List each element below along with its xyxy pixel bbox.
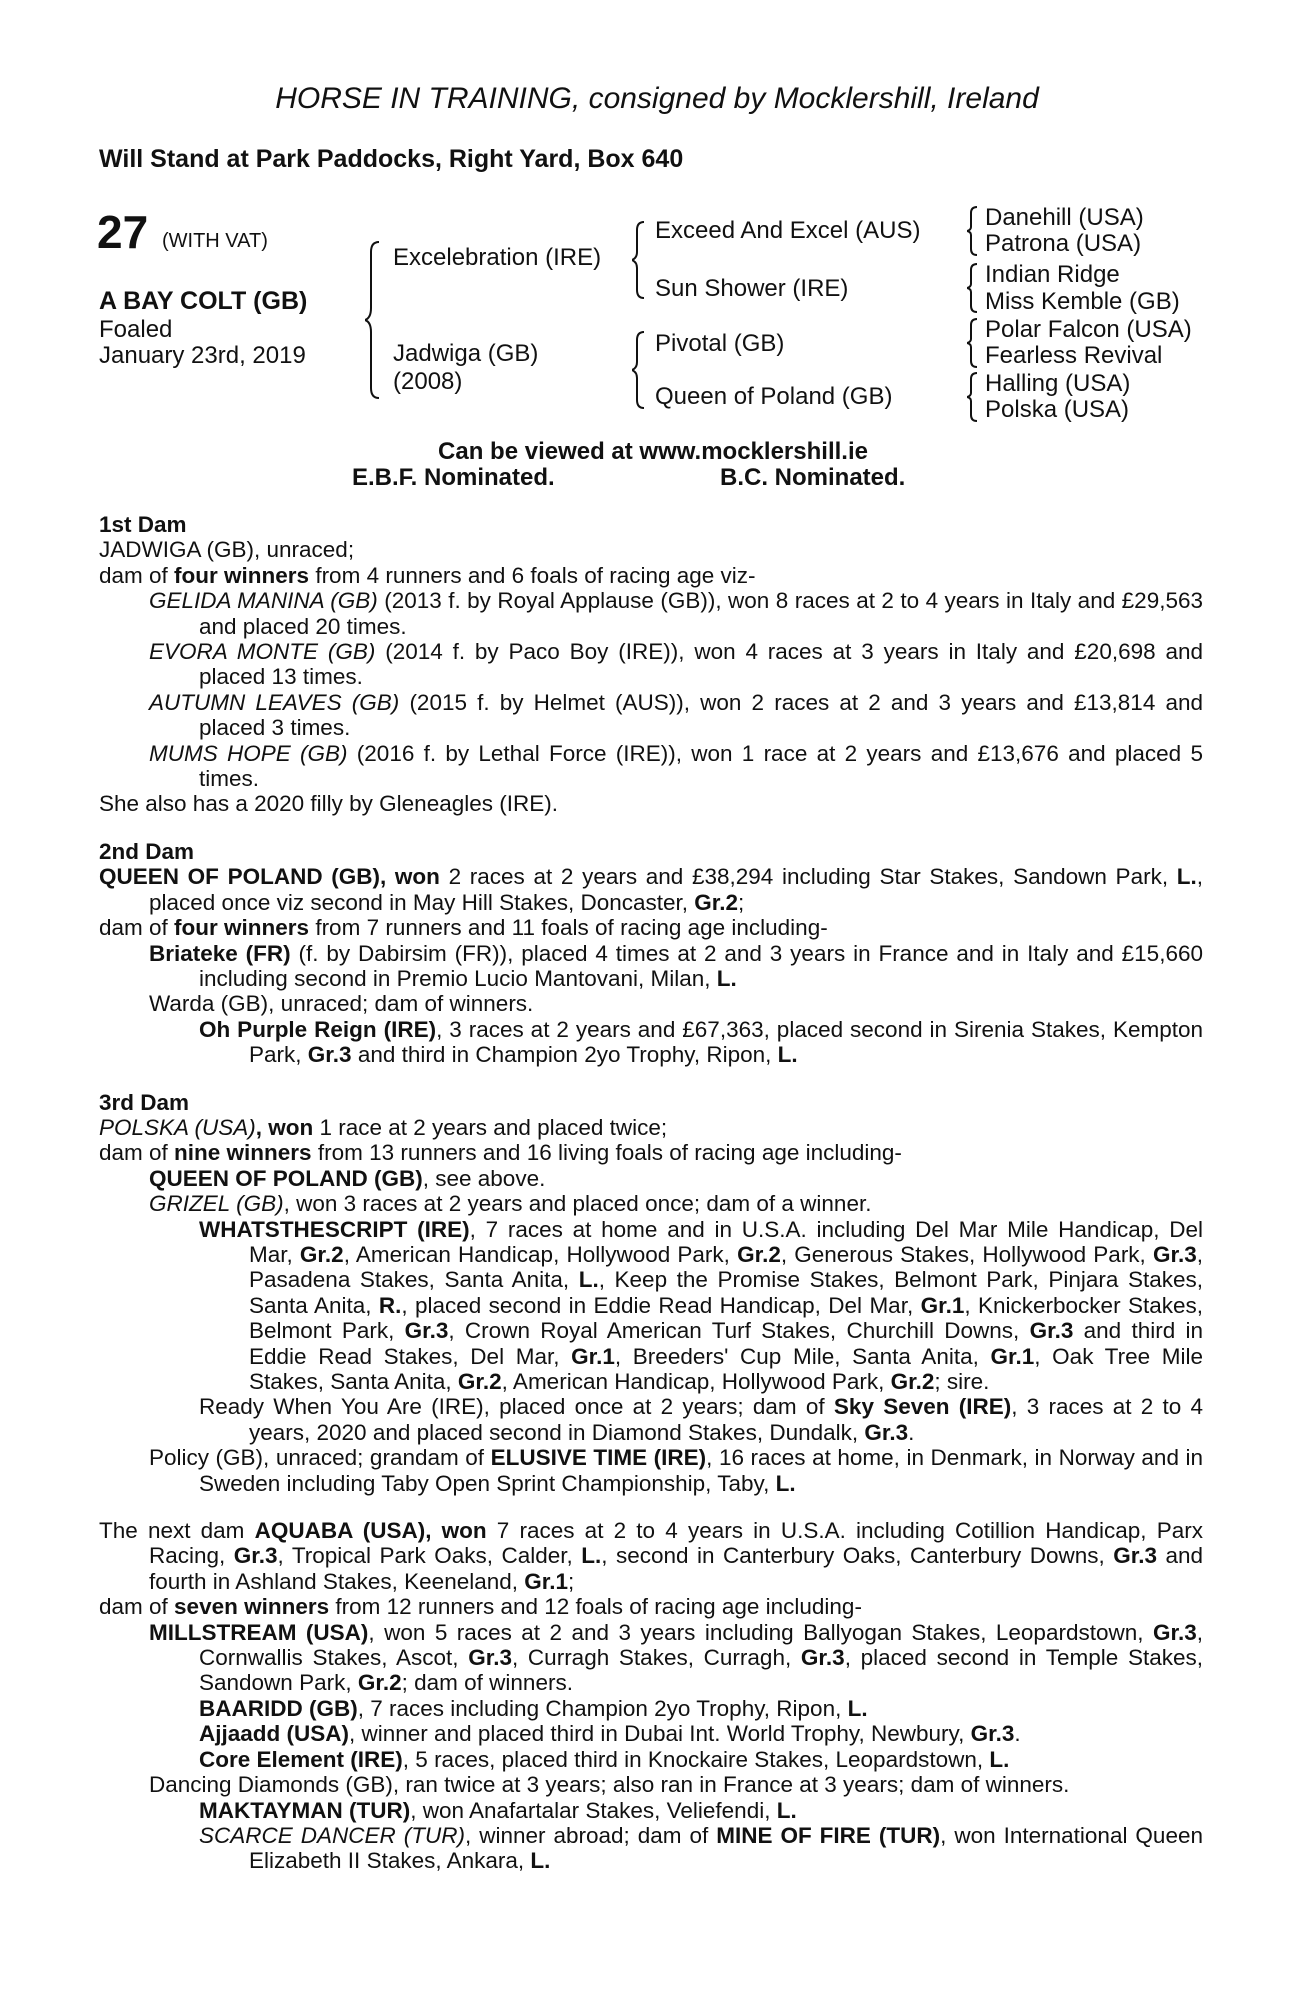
horse-description: A BAY COLT (GB) — [99, 287, 308, 315]
pedigree-brace-dd — [967, 371, 981, 423]
pedigree-ss-dam: Patrona (USA) — [985, 230, 1142, 257]
progeny-entry: MILLSTREAM (USA), won 5 races at 2 and 3 years including Ballyogan Stakes, Leopardstown, Gr.3, Cornwallis Stakes, Ascot, Gr.3, Curragh Stakes, Curragh, Gr.3, placed second in Temple Stakes, Sandown Park, Gr.2; dam of winners. — [149, 1619, 1203, 1696]
first-dam-produce: dam of four winners from 4 runners and 6 foals of racing age viz- — [99, 562, 756, 588]
pedigree-brace-main — [365, 240, 385, 400]
progeny-entry: Oh Purple Reign (IRE), 3 races at 2 years and £67,363, placed second in Sirenia Stakes, Kempton Park, Gr.3 and third in Champion 2yo Trophy, Ripon, L. — [199, 1016, 1203, 1068]
pedigree-ds-dam: Fearless Revival — [985, 342, 1163, 369]
progeny-entry: Dancing Diamonds (GB), ran twice at 3 years; also ran in France at 3 years; dam of winners. — [149, 1772, 1070, 1798]
pedigree-dd-sire: Halling (USA) — [985, 370, 1131, 397]
progeny-entry: Ready When You Are (IRE), placed once at 2 years; dam of Sky Seven (IRE), 3 races at 2 to 4 years, 2020 and placed second in Diamond Stakes, Dundalk, Gr.3. — [199, 1394, 1203, 1445]
third-dam-heading: 3rd Dam — [99, 1089, 190, 1115]
bc-nominated: B.C. Nominated. — [720, 464, 906, 491]
pedigree-dam-year: (2008) — [393, 368, 463, 395]
pedigree-dd-dam: Polska (USA) — [985, 396, 1130, 423]
pedigree-brace-sire — [632, 220, 648, 300]
progeny-entry: Briateke (FR) (f. by Dabirsim (FR)), placed 4 times at 2 and 3 years in France and in Italy and £15,660 including second in Premio Lucio Mantovani, Milan, L. — [149, 940, 1203, 991]
progeny-entry: Warda (GB), unraced; dam of winners. — [149, 991, 534, 1017]
progeny-entry: EVORA MONTE (GB) (2014 f. by Paco Boy (IRE)), won 4 races at 3 years in Italy and £20,698 and placed 13 times. — [149, 639, 1203, 690]
ebf-nominated: E.B.F. Nominated. — [352, 464, 555, 491]
pedigree-sd-dam: Miss Kemble (GB) — [985, 288, 1180, 315]
first-dam-also: She also has a 2020 filly by Gleneagles (IRE). — [99, 791, 558, 817]
progeny-entry: QUEEN OF POLAND (GB), see above. — [149, 1165, 546, 1191]
dam-details — [99, 512, 1203, 1874]
second-dam-record: QUEEN OF POLAND (GB), won 2 races at 2 years and £38,294 including Star Stakes, Sandown Park, L., placed once viz second in May Hill Stakes, Doncaster, Gr.2; — [99, 864, 1204, 915]
progeny-entry: Policy (GB), unraced; grandam of ELUSIVE TIME (IRE), 16 races at home, in Denmark, in Norway and in Sweden including Taby Open Sprint Championship, Taby, L. — [149, 1445, 1203, 1496]
third-dam-record: POLSKA (USA), won 1 race at 2 years and placed twice; — [99, 1114, 668, 1140]
pedigree-sire: Excelebration (IRE) — [393, 244, 602, 271]
next-dam-produce: dam of seven winners from 12 runners and 12 foals of racing age including- — [99, 1594, 862, 1620]
progeny-entry: GRIZEL (GB), won 3 races at 2 years and placed once; dam of a winner. — [149, 1191, 872, 1217]
second-dam-produce: dam of four winners from 7 runners and 11 foals of racing age including- — [99, 915, 828, 941]
foaled-label: Foaled — [99, 316, 173, 343]
progeny-entry: WHATSTHESCRIPT (IRE), 7 races at home and in U.S.A. including Del Mar Mile Handicap, Del Mar, Gr.2, American Handicap, Hollywood Park, Gr.2, Generous Stakes, Hollywood Park, Gr.3, Pasadena Stakes, Santa Anita, L., Keep the Promise Stakes, Belmont Park, Pinjara Stakes, Santa Anita, R., placed second in Eddie Read Handicap, Del Mar, Gr.1, Knickerbocker Stakes, Belmont Park, Gr.3, Crown Royal American Turf Stakes, Churchill Downs, Gr.3 and third in Eddie Read Stakes, Del Mar, Gr.1, Breeders' Cup Mile, Santa Anita, Gr.1, Oak Tree Mile Stakes, Santa Anita, Gr.2, American Handicap, Hollywood Park, Gr.2; sire. — [199, 1216, 1204, 1394]
progeny-entry: BAARIDD (GB), 7 races including Champion 2yo Trophy, Ripon, L. — [199, 1695, 868, 1721]
pedigree-brace-sd — [967, 262, 981, 314]
progeny-entry: MAKTAYMAN (TUR), won Anafartalar Stakes, Veliefendi, L. — [199, 1797, 797, 1823]
pedigree-dam-dam: Queen of Poland (GB) — [655, 383, 893, 410]
progeny-entry: GELIDA MANINA (GB) (2013 f. by Royal Applause (GB)), won 8 races at 2 to 4 years in Italy and £29,563 and placed 20 times. — [149, 588, 1203, 639]
pedigree-sire-sire: Exceed And Excel (AUS) — [655, 217, 921, 244]
first-dam-heading: 1st Dam — [99, 512, 187, 537]
progeny-entry: Ajjaadd (USA), winner and placed third in Dubai Int. World Trophy, Newbury, Gr.3. — [199, 1721, 1021, 1747]
next-dam-record: The next dam AQUABA (USA), won 7 races at 2 to 4 years in U.S.A. including Cotillion Handicap, Parx Racing, Gr.3, Tropical Park Oaks, Calder, L., second in Canterbury Oaks, Canterbury Downs, Gr.3 and fourth in Ashland Stakes, Keeneland, Gr.1; — [99, 1518, 1203, 1594]
pedigree-sire-dam: Sun Shower (IRE) — [655, 275, 849, 302]
pedigree-dam: Jadwiga (GB) — [393, 340, 539, 367]
pedigree-brace-dam — [632, 330, 648, 410]
progeny-entry: Core Element (IRE), 5 races, placed third in Knockaire Stakes, Leopardstown, L. — [199, 1746, 1010, 1772]
vat-note: (WITH VAT) — [162, 230, 268, 252]
first-dam-name: JADWIGA (GB), unraced; — [99, 537, 355, 563]
pedigree-ds-sire: Polar Falcon (USA) — [985, 316, 1192, 343]
third-dam-produce: dam of nine winners from 13 runners and 16 living foals of racing age including- — [99, 1140, 902, 1166]
pedigree-brace-ds — [967, 317, 981, 369]
progeny-entry: AUTUMN LEAVES (GB) (2015 f. by Helmet (AUS)), won 2 races at 2 and 3 years and £13,814 and placed 3 times. — [149, 689, 1204, 741]
progeny-entry: SCARCE DANCER (TUR), winner abroad; dam of MINE OF FIRE (TUR), won International Queen Elizabeth II Stakes, Ankara, L. — [199, 1822, 1203, 1874]
page-title: HORSE IN TRAINING, consigned by Mocklershill, Ireland — [275, 82, 1039, 115]
progeny-entry: MUMS HOPE (GB) (2016 f. by Lethal Force (IRE)), won 1 race at 2 years and £13,676 and placed 5 times. — [149, 740, 1203, 792]
pedigree-brace-ss — [967, 205, 981, 257]
pedigree-dam-sire: Pivotal (GB) — [655, 330, 785, 357]
viewing-info: Can be viewed at www.mocklershill.ie — [438, 438, 868, 465]
second-dam-heading: 2nd Dam — [99, 838, 195, 864]
stand-location: Will Stand at Park Paddocks, Right Yard, Box 640 — [99, 145, 684, 173]
foaled-date: January 23rd, 2019 — [99, 342, 306, 369]
pedigree-sd-sire: Indian Ridge — [985, 261, 1120, 288]
pedigree-ss-sire: Danehill (USA) — [985, 204, 1144, 231]
lot-number: 27 — [97, 206, 149, 258]
